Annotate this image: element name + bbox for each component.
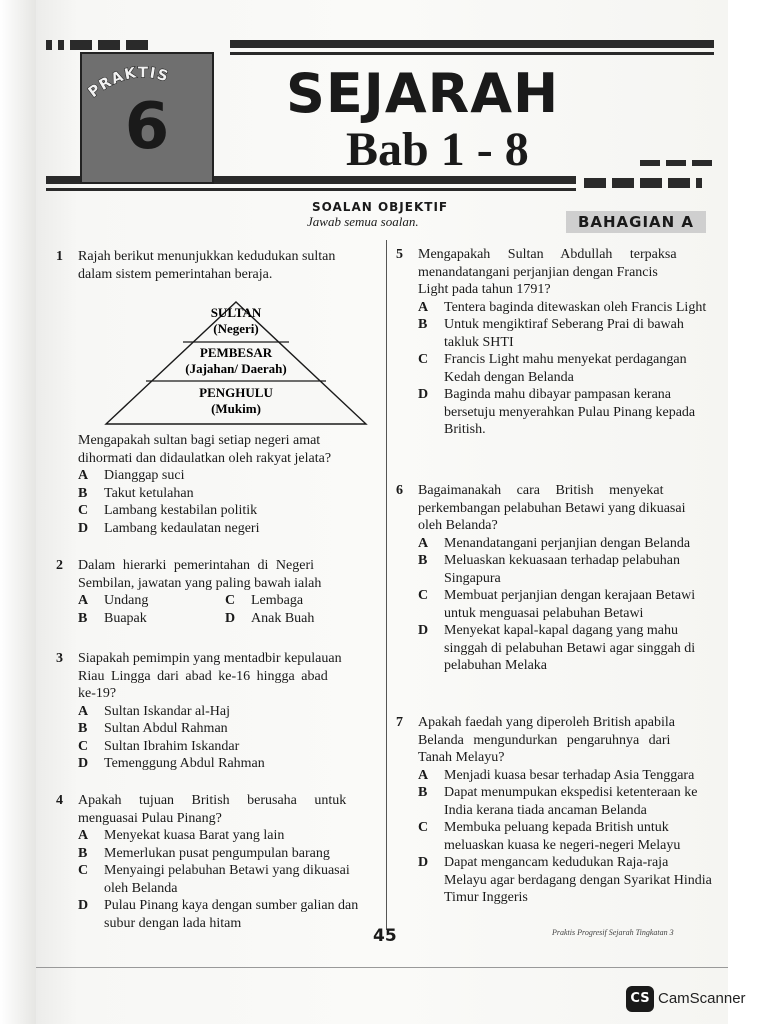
option-text: Menjadi kuasa besar terhadap Asia Tenggara xyxy=(444,767,695,783)
question-text-line: Bagaimanakah cara British menyekat xyxy=(418,483,664,498)
option-text: Pulau Pinang kaya dengan sumber galian dan subur dengan lada hitam xyxy=(104,898,359,931)
option-a[interactable] xyxy=(418,299,714,317)
option-text: Membuat perjanjian dengan kerajaan Betawi untuk menguasai pelabuhan Betawi xyxy=(444,588,696,621)
option-text: Lembaga xyxy=(251,593,304,608)
option-text: Sultan Abdul Rahman xyxy=(104,721,228,736)
option-letter: A xyxy=(418,535,429,551)
chapter-range: Bab 1 - 8 xyxy=(346,123,529,176)
option-a[interactable] xyxy=(78,703,372,721)
header-top-dashes xyxy=(46,40,148,50)
option-text: Tentera baginda ditewaskan oleh Francis Light xyxy=(444,299,707,315)
option-text: Baginda mahu dibayar pampasan kerana bersetuju menyerahkan Pulau Pinang kepada British. xyxy=(444,387,696,437)
option-text: Lambang kedaulatan negeri xyxy=(104,520,260,536)
option-c[interactable] xyxy=(225,592,372,610)
camscanner-logo-icon: CS xyxy=(626,986,654,1012)
option-text: Francis Light mahu menyekat perdagangan Kedah dengan Belanda xyxy=(444,352,687,385)
page-number: 45 xyxy=(373,926,397,946)
option-d[interactable] xyxy=(78,755,372,773)
question-number: 2 xyxy=(56,558,63,573)
option-a[interactable] xyxy=(78,827,372,845)
option-text: Dapat menumpukan ekspedisi ketenteraan ke India kerana tiada ancaman Belanda xyxy=(444,785,698,818)
option-letter: B xyxy=(418,317,428,332)
option-a[interactable] xyxy=(418,535,714,553)
option-letter: D xyxy=(78,898,89,913)
option-b[interactable] xyxy=(418,784,714,819)
option-letter: C xyxy=(225,593,236,608)
option-d[interactable] xyxy=(418,854,714,907)
option-letter: A xyxy=(78,828,89,843)
question-text-line: dalam sistem pemerintahan beraja. xyxy=(78,266,273,282)
option-a[interactable] xyxy=(78,467,372,485)
option-text: Menyaingi pelabuhan Betawi yang dikuasai oleh Belanda xyxy=(104,863,350,896)
part-badge: BAHAGIAN A xyxy=(566,211,706,233)
question-text-line: Tanah Melayu? xyxy=(418,750,505,765)
question-number: 4 xyxy=(56,793,63,808)
option-letter: C xyxy=(78,503,89,518)
option-b[interactable] xyxy=(418,552,714,587)
option-a[interactable] xyxy=(78,592,225,610)
option-a[interactable] xyxy=(418,767,714,785)
option-letter: C xyxy=(78,738,89,754)
option-letter: B xyxy=(78,610,88,626)
option-text: Menyekat kapal-kapal dagang yang mahu singgah di pelabuhan Betawi agar singgah di pelabuhan Melaka xyxy=(444,623,696,673)
option-b[interactable] xyxy=(418,316,714,351)
option-text: Membuka peluang kepada British untuk meluaskan kuasa ke negeri-negeri Melayu xyxy=(444,820,681,853)
section-type-label: SOALAN OBJEKTIF xyxy=(312,200,449,214)
option-text: Sultan Iskandar al-Haj xyxy=(104,703,230,719)
option-d[interactable] xyxy=(225,610,372,628)
option-letter: D xyxy=(418,623,429,638)
badge-number: 6 xyxy=(124,90,170,164)
option-text: Menandatangani perjanjian dengan Belanda xyxy=(444,535,691,551)
option-letter: B xyxy=(418,553,428,568)
pyramid-level-3-title: PENGHULU xyxy=(199,385,273,400)
header-bottom-dashes xyxy=(584,178,702,188)
question-text-line: perkembangan pelabuhan Betawi yang dikuasai xyxy=(418,500,686,516)
question-text-line: Mengapakah sultan bagi setiap negeri amat xyxy=(78,433,321,448)
question-text-line: Mengapakah Sultan Abdullah terpaksa xyxy=(418,247,677,262)
pyramid-level-1-sub: (Negeri) xyxy=(213,321,259,336)
option-letter: B xyxy=(78,721,88,736)
column-divider xyxy=(386,240,387,930)
option-text: Sultan Ibrahim Iskandar xyxy=(104,738,240,754)
question-text-line: Apakah faedah yang diperoleh British apabila xyxy=(418,715,675,730)
option-letter: D xyxy=(78,520,89,536)
option-c[interactable] xyxy=(418,587,714,622)
pyramid-level-1-title: SULTAN xyxy=(210,305,262,320)
header-top-bar xyxy=(230,40,714,48)
option-c[interactable] xyxy=(418,819,714,854)
question-text-line: Rajah berikut menunjukkan kedudukan sultan xyxy=(78,249,336,264)
question-number: 3 xyxy=(56,651,63,666)
option-letter: A xyxy=(418,299,429,315)
subject-title: SEJARAH xyxy=(286,62,560,125)
question-text-line: Siapakah pemimpin yang mentadbir kepulauan xyxy=(78,651,342,666)
option-letter: C xyxy=(418,820,429,835)
page-bottom-edge xyxy=(36,967,728,968)
option-d[interactable] xyxy=(78,897,372,932)
pyramid-level-3-sub: (Mukim) xyxy=(211,401,261,416)
question-number: 5 xyxy=(396,247,403,262)
option-b[interactable] xyxy=(78,485,372,503)
option-letter: B xyxy=(78,845,88,861)
question-number: 7 xyxy=(396,715,403,730)
question-text-line: Riau Lingga dari abad ke-16 hingga abad xyxy=(78,668,328,684)
question-text-line: Sembilan, jawatan yang paling bawah ialah xyxy=(78,575,322,591)
options-row xyxy=(78,592,372,610)
question-text-line: oleh Belanda? xyxy=(418,518,498,533)
praktis-ribbon xyxy=(58,66,218,106)
header-top-bar-thin xyxy=(230,52,714,55)
hierarchy-pyramid-diagram xyxy=(102,298,370,428)
option-letter: C xyxy=(418,588,429,603)
options-row xyxy=(78,610,372,628)
option-text: Temenggung Abdul Rahman xyxy=(104,756,265,771)
option-letter: B xyxy=(78,485,88,501)
question-number: 6 xyxy=(396,483,403,498)
option-text: Takut ketulahan xyxy=(104,485,194,501)
option-letter: A xyxy=(78,593,89,608)
option-text: Untuk mengiktiraf Seberang Prai di bawah takluk SHTI xyxy=(444,317,684,350)
option-b[interactable] xyxy=(78,610,225,628)
option-text: Dapat mengancam kedudukan Raja-raja Melayu agar berdagang dengan Syarikat Hindia Timur Inggeris xyxy=(444,855,712,905)
pyramid-level-2-title: PEMBESAR xyxy=(199,345,273,360)
question-text-line: dihormati dan didaulatkan oleh rakyat jelata? xyxy=(78,450,332,466)
question-text-line: Belanda mengundurkan pengaruhnya dari xyxy=(418,732,671,748)
option-d[interactable] xyxy=(418,622,714,675)
question-text-line: Apakah tujuan British berusaha untuk xyxy=(78,793,347,808)
praktis-ribbon-text: PRAKTIS xyxy=(85,66,172,102)
option-c[interactable] xyxy=(418,351,714,386)
option-text: Buapak xyxy=(104,610,147,626)
option-letter: A xyxy=(78,703,89,719)
page-edge-shadow xyxy=(0,0,40,1024)
question-text-line: Dalam hierarki pemerintahan di Negeri xyxy=(78,558,315,573)
option-text: Lambang kestabilan politik xyxy=(104,503,258,518)
option-text: Meluaskan kekuasaan terhadap pelabuhan Singapura xyxy=(444,553,680,586)
option-d[interactable] xyxy=(78,520,372,538)
option-c[interactable] xyxy=(78,502,372,520)
option-c[interactable] xyxy=(78,862,372,897)
camscanner-watermark: CamScanner xyxy=(658,990,746,1007)
option-c[interactable] xyxy=(78,738,372,756)
option-d[interactable] xyxy=(418,386,714,439)
header-bottom-bar-thin xyxy=(46,188,576,191)
option-letter: A xyxy=(418,767,429,783)
option-b[interactable] xyxy=(78,845,372,863)
option-letter: C xyxy=(78,863,89,878)
option-letter: D xyxy=(225,610,236,626)
option-letter: D xyxy=(78,756,89,771)
instruction-text: Jawab semua soalan. xyxy=(307,214,419,229)
option-text: Menyekat kuasa Barat yang lain xyxy=(104,828,285,843)
option-text: Undang xyxy=(104,593,149,608)
option-letter: D xyxy=(418,387,429,402)
header-right-dashes xyxy=(640,160,712,166)
option-text: Anak Buah xyxy=(251,610,315,626)
question-text-line: ke-19? xyxy=(78,686,117,701)
option-b[interactable] xyxy=(78,720,372,738)
option-letter: C xyxy=(418,352,429,367)
question-text-line: Light pada tahun 1791? xyxy=(418,282,551,297)
svg-text:PRAKTIS xyxy=(85,66,171,101)
option-letter: D xyxy=(418,855,429,870)
book-footer: Praktis Progresif Sejarah Tingkatan 3 xyxy=(552,928,674,937)
question-number: 1 xyxy=(56,249,63,264)
option-text: Memerlukan pusat pengumpulan barang xyxy=(104,845,330,861)
pyramid-level-2-sub: (Jajahan/ Daerah) xyxy=(185,361,287,376)
option-letter: A xyxy=(78,468,89,483)
question-text-line: menandatangani perjanjian dengan Francis xyxy=(418,264,658,280)
question-text-line: menguasai Pulau Pinang? xyxy=(78,810,222,826)
option-letter: B xyxy=(418,785,428,800)
question-1-continued xyxy=(78,432,372,537)
option-text: Dianggap suci xyxy=(104,468,185,483)
